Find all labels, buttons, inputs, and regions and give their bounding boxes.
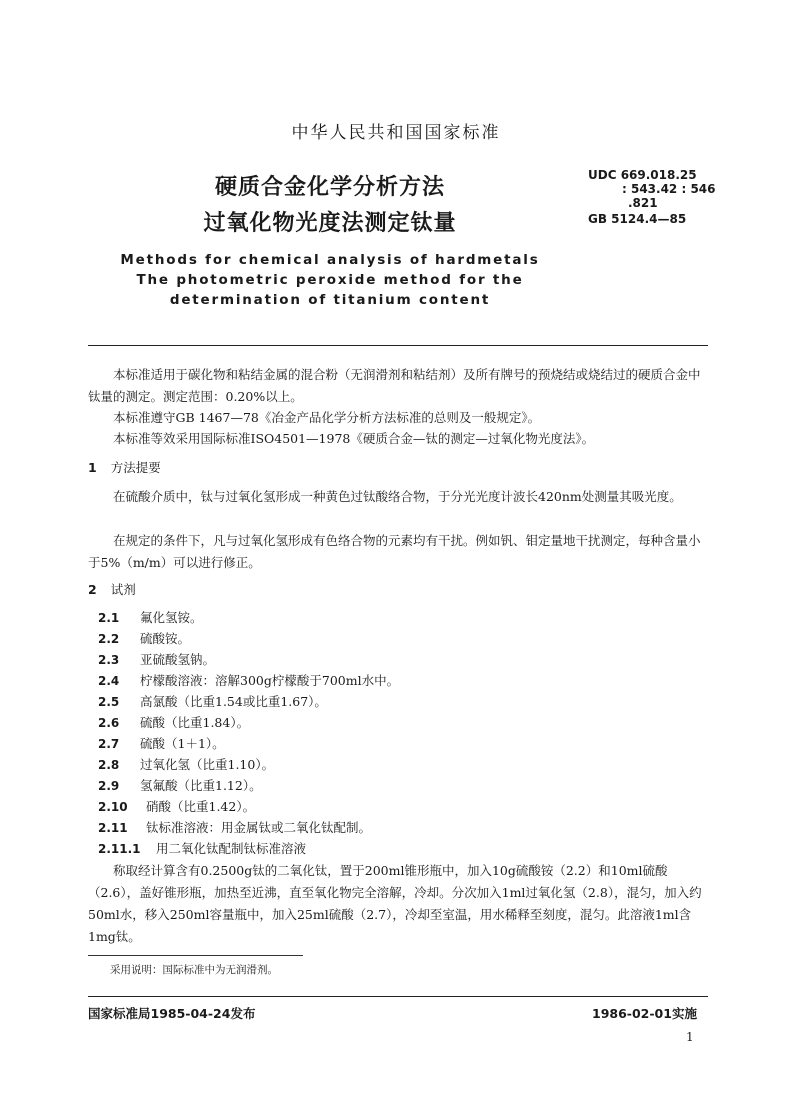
- effective-date: 1986-02-01实施: [592, 1006, 697, 1021]
- reagent-item: 2.5 高氯酸（比重1.54或比重1.67）。: [98, 694, 327, 709]
- reagent-subitem: 2.11.1 用二氧化钛配制钛标准溶液: [98, 841, 307, 856]
- page-number: 1: [686, 1030, 694, 1044]
- footer-divider: [88, 996, 708, 997]
- section-1-paragraph-1: 在硫酸介质中，钛与过氧化氢形成一种黄色过钛酸络合物，于分光光度计波长420nm处测量其吸光度。: [113, 489, 682, 504]
- gb-code: GB 5124.4—85: [588, 212, 687, 226]
- reagent-item: 2.11 钛标准溶液：用金属钛或二氧化钛配制。: [98, 820, 372, 835]
- reagent-item: 2.4 柠檬酸溶液：溶解300g柠檬酸于700ml水中。: [98, 673, 400, 688]
- section-2-number: 2: [88, 582, 97, 597]
- title-zh-line1: 硬质合金化学分析方法: [214, 175, 445, 200]
- intro-paragraph-equivalence: 本标准等效采用国际标准ISO4501—1978《硬质合金—钛的测定—过氧化物光度法》。: [113, 431, 595, 446]
- reagent-item: 2.6 硫酸（比重1.84）。: [98, 715, 250, 730]
- header-divider: [88, 345, 708, 346]
- issue-date: 国家标准局1985-04-24发布: [88, 1006, 256, 1021]
- udc-code-line2: : 543.42 : 546: [622, 182, 716, 196]
- section-2-title: 试剂: [110, 582, 136, 597]
- udc-code-line3: .821: [628, 196, 658, 210]
- reagent-item: 2.8 过氧化氢（比重1.10）。: [98, 757, 275, 772]
- title-en-line3: determination of titanium content: [169, 292, 491, 308]
- intro-paragraph-compliance: 本标准遵守GB 1467—78《冶金产品化学分析方法标准的总则及一般规定》。: [113, 410, 541, 425]
- footnote-divider: [88, 955, 303, 956]
- section-1-number: 1: [88, 460, 97, 475]
- titanium-standard-procedure: 称取经计算含有0.2500g钛的二氧化钛，置于200ml锥形瓶中，加入10g硫酸铵（2.2）和10ml硫酸（2.6），盖好锥形瓶，加热至近沸，直至氧化物完全溶解，冷却。分次加入1ml过氧化氢（2.8），混匀，加入约50ml水，移入250ml容量瓶中，加入25ml硫酸（2.7），冷却至室温，用水稀释至刻度，混匀。此溶液1ml含1mg钛。: [88, 863, 702, 944]
- reagent-item: 2.2 硫酸铵。: [98, 631, 191, 646]
- footnote: 采用说明：国际标准中为无润滑剂。: [110, 964, 278, 976]
- intro-paragraph-scope: 本标准适用于碳化物和粘结金属的混合粉（无润滑剂和粘结剂）及所有牌号的预烧结或烧结过的硬质合金中钛量的测定。测定范围：0.20%以上。: [88, 367, 701, 404]
- section-1-heading: [88, 458, 161, 476]
- reagent-item: 2.7 硫酸（1＋1）。: [98, 736, 225, 751]
- udc-code-line1: UDC 669.018.25: [588, 168, 697, 182]
- reagent-item: 2.3 亚硫酸氢钠。: [98, 652, 216, 667]
- section-2-heading: [88, 580, 136, 598]
- reagent-item: 2.9 氢氟酸（比重1.12）。: [98, 778, 262, 793]
- reagent-item: 2.10 硝酸（比重1.42）。: [98, 799, 256, 814]
- national-standard-heading: 中华人民共和国国家标准: [291, 123, 501, 143]
- title-en-line2: The photometric peroxide method for the: [136, 272, 524, 288]
- section-1-title: 方法提要: [110, 460, 161, 475]
- title-zh-line2: 过氧化物光度法测定钛量: [203, 211, 457, 236]
- section-1-paragraph-2: 在规定的条件下，凡与过氧化氢形成有色络合物的元素均有干扰。例如钒、钼定量地干扰测定，每种含量小于5%（m/m）可以进行修正。: [88, 533, 701, 570]
- title-en-line1: Methods for chemical analysis of hardmetals: [120, 252, 540, 268]
- reagent-item: 2.1 氟化氢铵。: [98, 610, 203, 625]
